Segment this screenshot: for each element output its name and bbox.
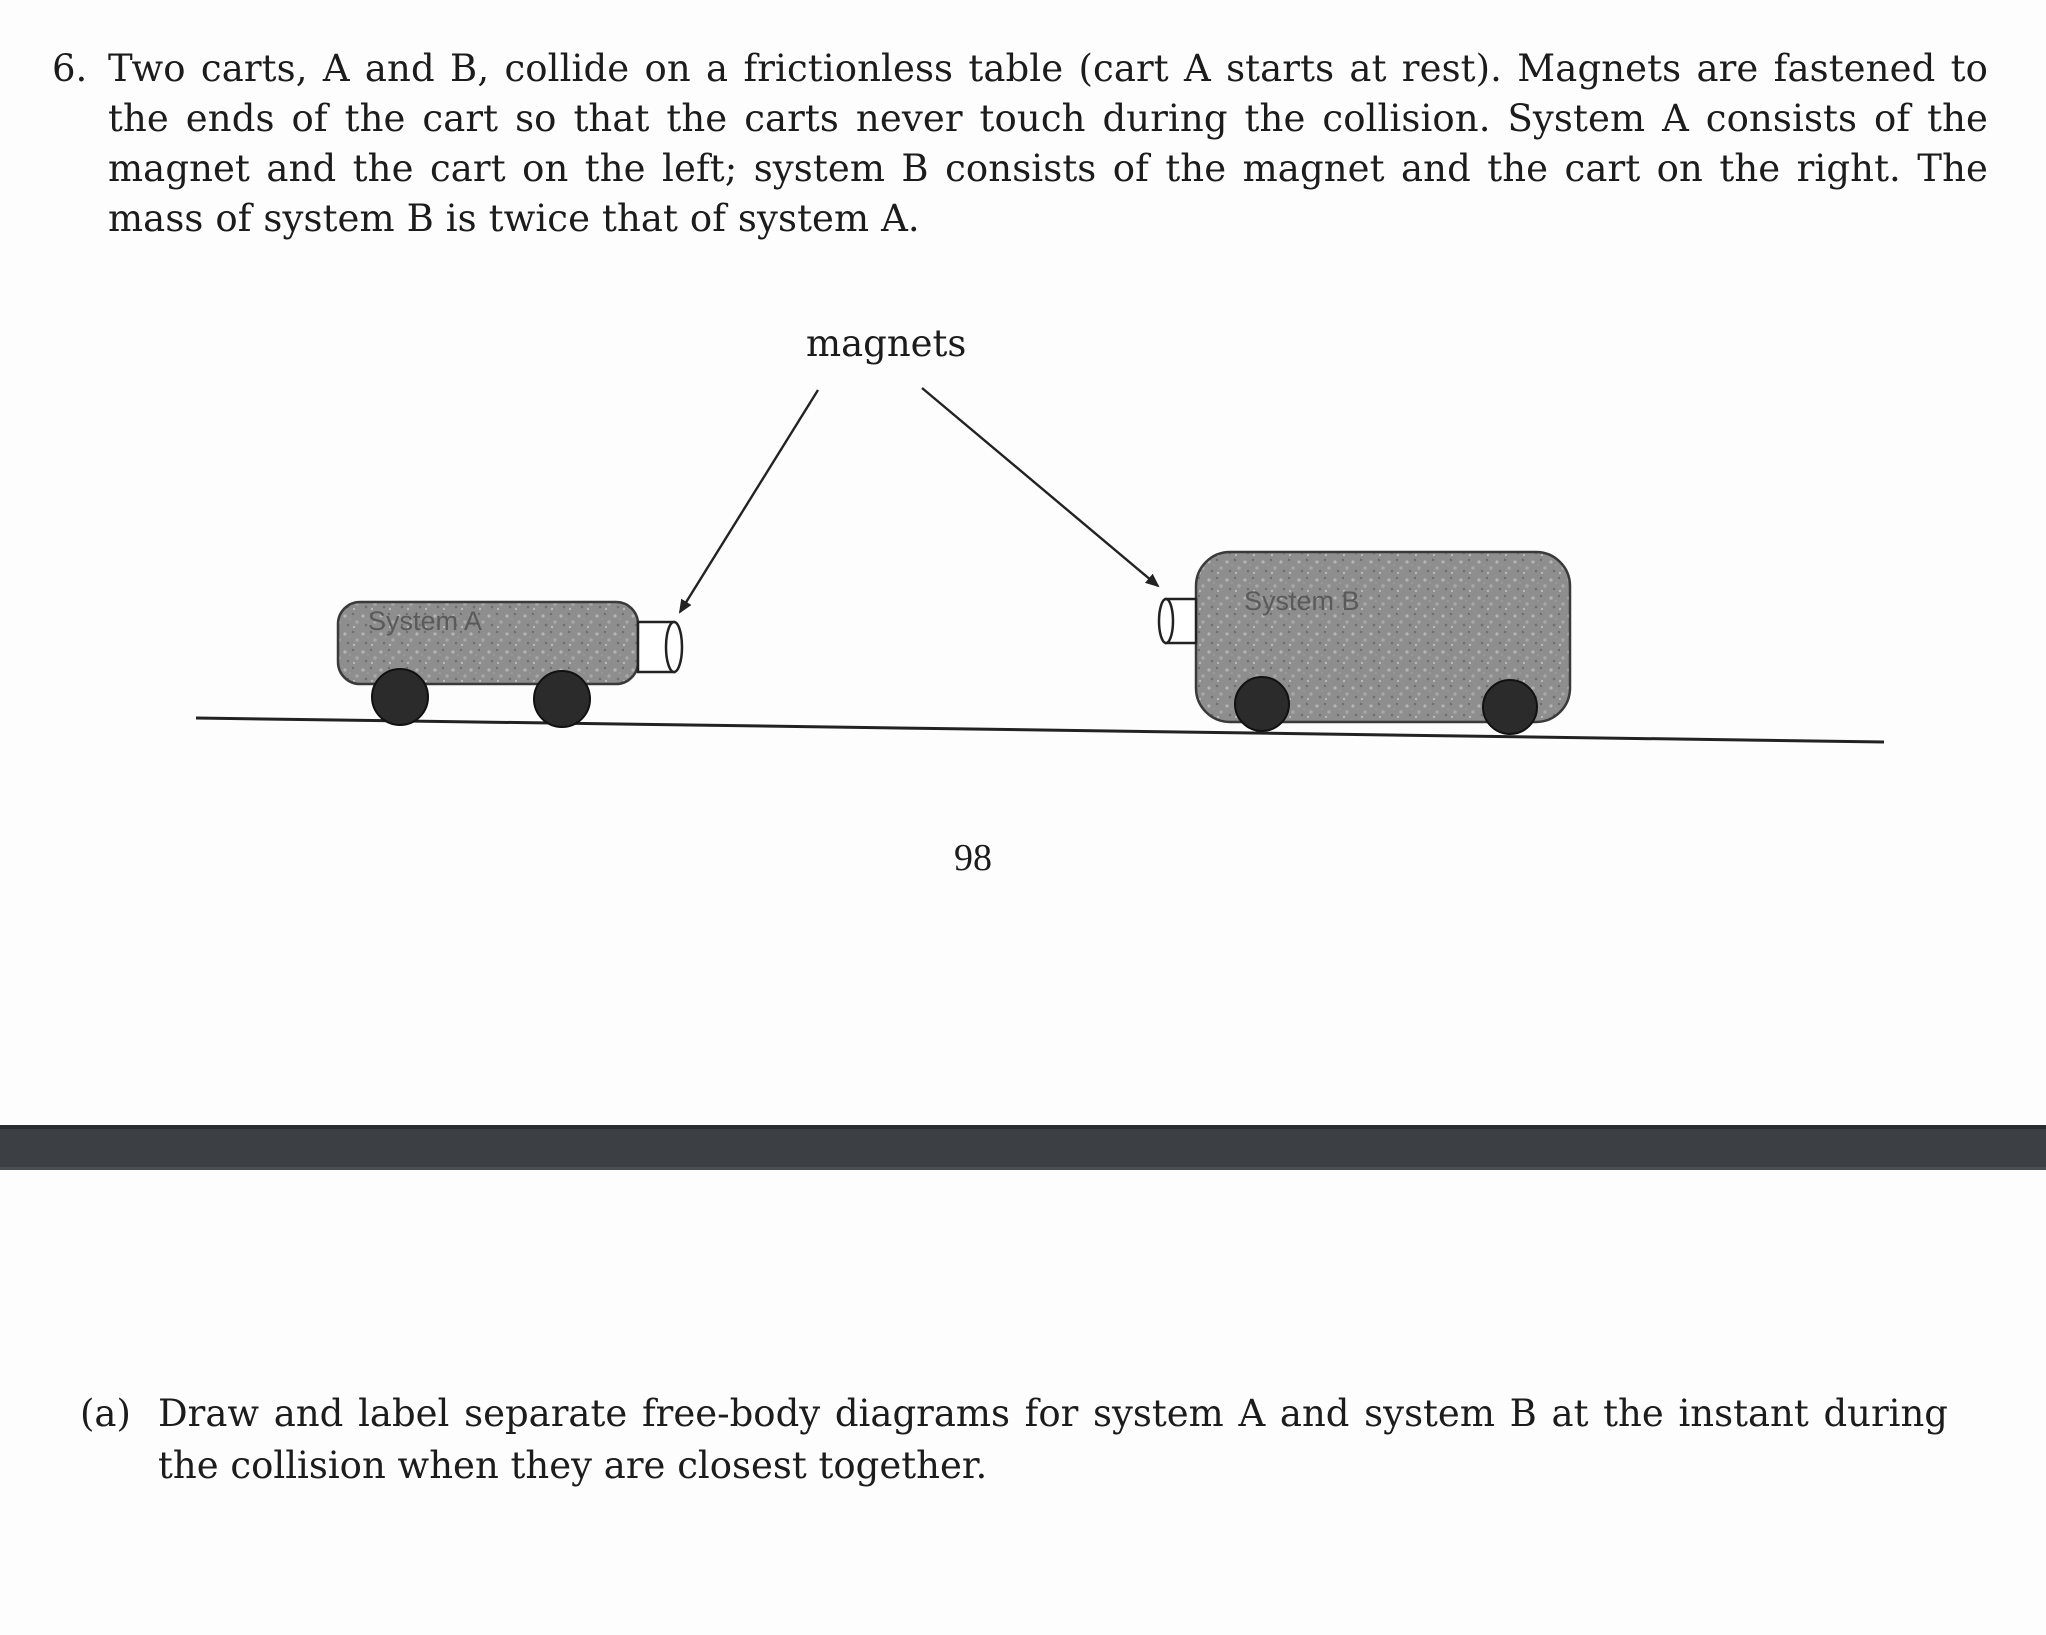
cart-b [1159, 552, 1570, 734]
cart-b-label: System B [1244, 586, 1360, 616]
part-a-text: Draw and label separate free-body diagrams for system A and system B at the instant during the collision when they are closest together. [158, 1392, 1948, 1487]
page-number: 98 [954, 837, 992, 879]
cart-a-wheel-right [534, 671, 590, 727]
magnet-a-icon [638, 622, 682, 672]
arrow-to-magnet-b [922, 388, 1158, 586]
cart-a [338, 602, 682, 727]
cart-a-label: System A [368, 606, 483, 636]
cart-b-wheel-right [1483, 680, 1537, 734]
magnet-b-icon [1159, 599, 1196, 643]
page-divider [0, 1125, 2046, 1170]
cart-b-wheel-left [1235, 677, 1289, 731]
magnets-label: magnets [806, 322, 967, 365]
question-number: 6. [52, 47, 88, 90]
table-line [196, 718, 1884, 742]
question-text: Two carts, A and B, collide on a frictionless table (cart A starts at rest). Magnets are fastened to the ends of the cart so that the carts never touch during the collision. System A consists of the magnet and the cart on the left; system B consists of the magnet and the cart on the right. The mass of system B is twice that of system A. [108, 47, 1988, 240]
arrow-to-magnet-a [680, 390, 818, 612]
part-a-label: (a) [80, 1392, 131, 1435]
cart-a-wheel-left [372, 669, 428, 725]
